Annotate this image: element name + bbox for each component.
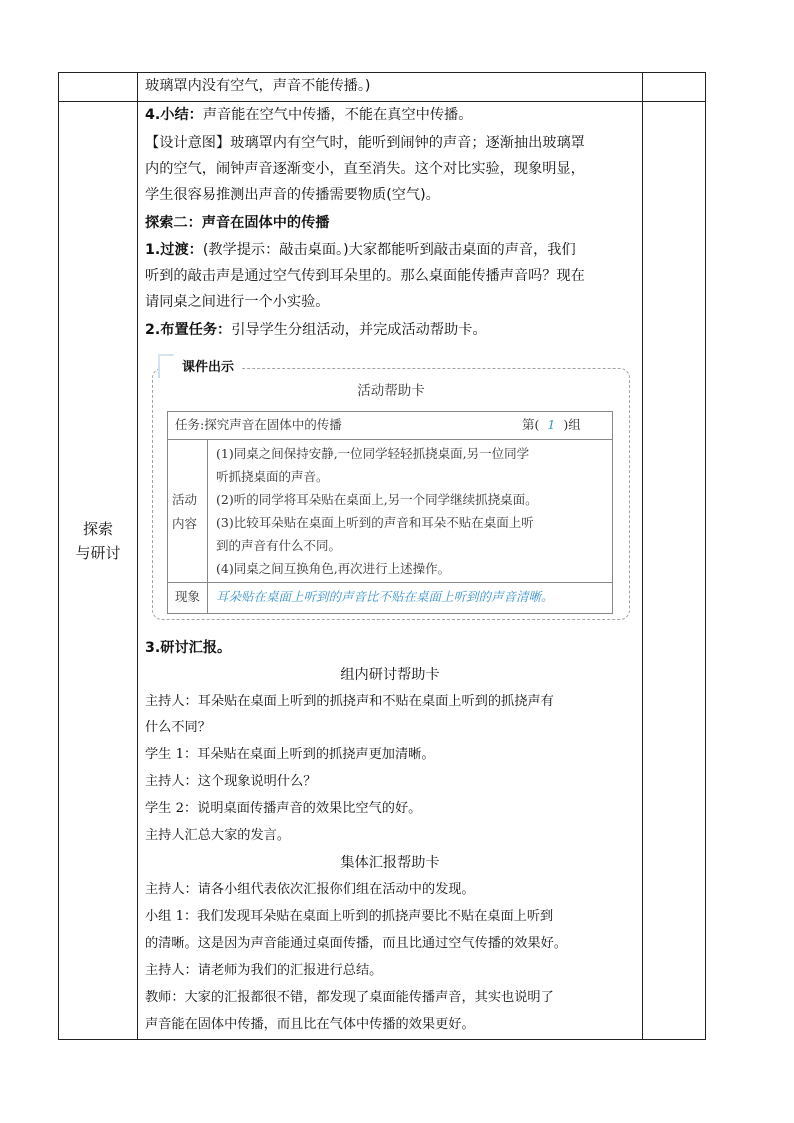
design-intent-line1: 【设计意图】玻璃罩内有空气时，能听到闹钟的声音；逐渐抽出玻璃罩 xyxy=(145,135,585,151)
task-paragraph xyxy=(145,320,487,340)
group-suffix: )组 xyxy=(563,417,581,432)
transition-label: 1.过渡： xyxy=(145,242,203,258)
dialog-line: 主持人：这个现象说明什么？ xyxy=(145,774,317,789)
section-label xyxy=(59,517,137,565)
activity-card-title: 活动帮助卡 xyxy=(357,383,425,399)
summary-paragraph xyxy=(145,105,472,125)
activity-label xyxy=(172,488,197,536)
transition-line2: 听到的敲击声是通过空气传到耳朵里的。那么桌面能传播声音吗？现在 xyxy=(145,268,585,284)
collective-card-title: 集体汇报帮助卡 xyxy=(340,855,440,871)
section-label-line2: 与研讨 xyxy=(75,544,121,562)
discuss-title: 3.研讨汇报。 xyxy=(145,640,232,656)
summary-label: 4.小结： xyxy=(145,107,203,123)
row-divider xyxy=(59,101,705,102)
group-number: 1 xyxy=(547,417,556,432)
column-divider-right xyxy=(642,73,643,1039)
design-intent-line3: 学生很容易推测出声音的传播需要物质(空气)。 xyxy=(145,187,440,203)
activity-step: (1)同桌之间保持安静,一位同学轻轻抓挠桌面,另一位同学 xyxy=(216,446,530,461)
task-row-label: 任务:探究声音在固体中的传播 xyxy=(175,417,342,432)
group-number-field xyxy=(522,414,581,436)
courseware-tag: 课件出示 xyxy=(160,356,242,380)
activity-label-line1: 活动 xyxy=(172,492,198,507)
row1-content: 玻璃罩内没有空气，声音不能传播。) xyxy=(145,78,371,94)
column-divider-left xyxy=(137,73,138,1039)
group-prefix: 第( xyxy=(522,417,540,432)
explore2-title: 探索二：声音在固体中的传播 xyxy=(145,215,330,231)
task-label: 2.布置任务： xyxy=(145,322,232,338)
phenomenon-label: 现象 xyxy=(175,589,201,604)
section-label-line1: 探索 xyxy=(82,520,113,538)
dialog-line: 主持人：耳朵贴在桌面上听到的抓挠声和不贴在桌面上听到的抓挠声有 xyxy=(145,694,554,709)
activity-step: 到的声音有什么不同。 xyxy=(216,538,342,553)
report-line: 的清晰。这是因为声音能通过桌面传播，而且比通过空气传播的效果好。 xyxy=(145,936,567,951)
activity-step: (3)比较耳朵贴在桌面上听到的声音和耳朵不贴在桌面上听 xyxy=(216,515,534,530)
task-text: 引导学生分组活动，并完成活动帮助卡。 xyxy=(231,322,487,338)
activity-row-divider-1 xyxy=(168,439,612,440)
transition-line3: 请同桌之间进行一个小实验。 xyxy=(145,294,330,310)
activity-row-divider-2 xyxy=(168,582,612,583)
activity-step: 听抓挠桌面的声音。 xyxy=(216,469,329,484)
dialog-line: 学生 1：耳朵贴在桌面上听到的抓挠声更加清晰。 xyxy=(145,747,435,762)
dialog-line: 学生 2：说明桌面传播声音的效果比空气的好。 xyxy=(145,801,422,816)
activity-step: (4)同桌之间互换角色,再次进行上述操作。 xyxy=(216,561,451,576)
phenomenon-text: 耳朵贴在桌面上听到的声音比不贴在桌面上听到的声音清晰。 xyxy=(216,589,554,604)
activity-col-divider xyxy=(207,439,208,614)
dialog-line: 主持人汇总大家的发言。 xyxy=(145,828,291,843)
activity-label-line2: 内容 xyxy=(172,516,198,531)
dialog-line: 什么不同？ xyxy=(145,720,211,735)
report-line: 主持人：请老师为我们的汇报进行总结。 xyxy=(145,963,383,978)
design-intent-line2: 内的空气，闹钟声音逐渐变小，直至消失。这个对比实验，现象明显， xyxy=(145,161,585,177)
report-line: 教师：大家的汇报都很不错，都发现了桌面能传播声音，其实也说明了 xyxy=(145,990,554,1005)
report-line: 小组 1：我们发现耳朵贴在桌面上听到的抓挠声要比不贴在桌面上听到 xyxy=(145,909,554,924)
report-line: 声音能在固体中传播，而且比在气体中传播的效果更好。 xyxy=(145,1017,475,1032)
transition-text1: (教学提示：敲击桌面。)大家都能听到敲击桌面的声音，我们 xyxy=(202,242,576,258)
group-card-title: 组内研讨帮助卡 xyxy=(340,667,440,683)
transition-line1 xyxy=(145,240,576,260)
report-line: 主持人：请各小组代表依次汇报你们组在活动中的发现。 xyxy=(145,882,475,897)
activity-step: (2)听的同学将耳朵贴在桌面上,另一个同学继续抓挠桌面。 xyxy=(216,492,538,507)
summary-text: 声音能在空气中传播，不能在真空中传播。 xyxy=(202,107,473,123)
